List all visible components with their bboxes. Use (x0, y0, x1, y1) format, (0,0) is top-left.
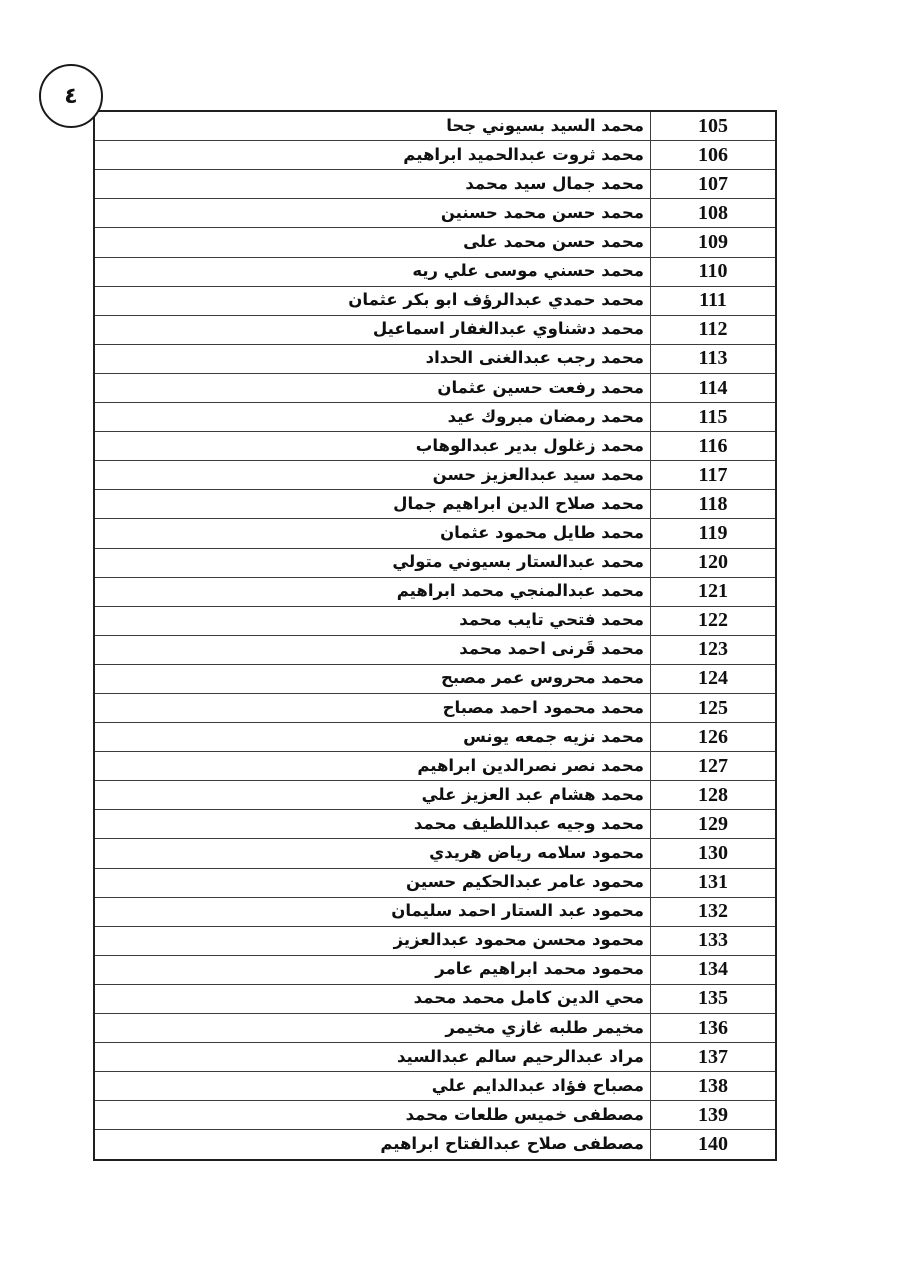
serial-cell: 133 (651, 926, 777, 955)
table-row (94, 635, 776, 664)
table-row (94, 1043, 776, 1072)
name-cell: محمد محمود احمد مصباح (94, 693, 651, 722)
table-row (94, 403, 776, 432)
table-row (94, 693, 776, 722)
table-row (94, 548, 776, 577)
name-cell: محمد رمضان مبروك عيد (94, 403, 651, 432)
table-row (94, 170, 776, 199)
name-cell: محمد حسن محمد حسنين (94, 199, 651, 228)
table-row (94, 868, 776, 897)
table-row (94, 257, 776, 286)
table-row (94, 228, 776, 257)
serial-cell: 115 (651, 403, 777, 432)
table-row (94, 781, 776, 810)
name-cell: محمد صلاح الدين ابراهيم جمال (94, 490, 651, 519)
serial-cell: 140 (651, 1130, 777, 1160)
name-cell: مراد عبدالرحيم سالم عبدالسيد (94, 1043, 651, 1072)
serial-cell: 134 (651, 955, 777, 984)
table-row (94, 199, 776, 228)
serial-cell: 126 (651, 723, 777, 752)
serial-cell: 131 (651, 868, 777, 897)
table-row (94, 955, 776, 984)
name-cell: محمد حسني موسى علي ريه (94, 257, 651, 286)
name-cell: محمد جمال سيد محمد (94, 170, 651, 199)
table-row (94, 1072, 776, 1101)
name-cell: محمد ثروت عبدالحميد ابراهيم (94, 141, 651, 170)
table-row (94, 897, 776, 926)
serial-cell: 106 (651, 141, 777, 170)
page-number-label: ٤ (64, 83, 78, 109)
name-cell: مصطفى خميس طلعات محمد (94, 1101, 651, 1130)
table-row (94, 519, 776, 548)
table-row (94, 461, 776, 490)
name-cell: محمد السيد بسيوني جحا (94, 111, 651, 141)
serial-cell: 136 (651, 1014, 777, 1043)
serial-cell: 130 (651, 839, 777, 868)
name-cell: محمد حمدي عبدالرؤف ابو بكر عثمان (94, 286, 651, 315)
serial-cell: 114 (651, 373, 777, 402)
name-cell: محمد رفعت حسين عثمان (94, 373, 651, 402)
serial-cell: 120 (651, 548, 777, 577)
serial-cell: 122 (651, 606, 777, 635)
serial-cell: 123 (651, 635, 777, 664)
name-cell: محمد زغلول بدير عبدالوهاب (94, 432, 651, 461)
serial-cell: 119 (651, 519, 777, 548)
table-row (94, 723, 776, 752)
serial-cell: 110 (651, 257, 777, 286)
name-cell: محمد عبدالمنجي محمد ابراهيم (94, 577, 651, 606)
name-cell: محي الدين كامل محمد محمد (94, 984, 651, 1013)
table-row (94, 286, 776, 315)
table-row (94, 490, 776, 519)
name-cell: محمود عبد الستار احمد سليمان (94, 897, 651, 926)
serial-cell: 127 (651, 752, 777, 781)
name-cell: محمد دشناوي عبدالغفار اسماعيل (94, 315, 651, 344)
serial-cell: 118 (651, 490, 777, 519)
serial-cell: 121 (651, 577, 777, 606)
roster-body (94, 111, 776, 1160)
name-cell: مصطفى صلاح عبدالفتاح ابراهيم (94, 1130, 651, 1160)
serial-cell: 132 (651, 897, 777, 926)
serial-cell: 125 (651, 693, 777, 722)
serial-cell: 135 (651, 984, 777, 1013)
name-cell: محمد نصر نصرالدين ابراهيم (94, 752, 651, 781)
serial-cell: 109 (651, 228, 777, 257)
serial-cell: 139 (651, 1101, 777, 1130)
name-cell: محمد رجب عبدالغنى الحداد (94, 344, 651, 373)
name-cell: محمد طايل محمود عثمان (94, 519, 651, 548)
serial-cell: 138 (651, 1072, 777, 1101)
name-cell: محمد فتحي تايب محمد (94, 606, 651, 635)
table-row (94, 664, 776, 693)
name-cell: محمد نزيه جمعه يونس (94, 723, 651, 752)
table-row (94, 606, 776, 635)
table-row (94, 926, 776, 955)
name-cell: محمد عبدالستار بسيوني متولي (94, 548, 651, 577)
name-cell: محمود سلامه رياض هريدي (94, 839, 651, 868)
serial-cell: 112 (651, 315, 777, 344)
serial-cell: 107 (651, 170, 777, 199)
name-cell: محمود محمد ابراهيم عامر (94, 955, 651, 984)
serial-cell: 108 (651, 199, 777, 228)
table-row (94, 1130, 776, 1160)
table-row (94, 141, 776, 170)
name-cell: محمد هشام عبد العزيز علي (94, 781, 651, 810)
table-row (94, 752, 776, 781)
table-row (94, 432, 776, 461)
page-number-badge (39, 64, 103, 128)
table-row (94, 1014, 776, 1043)
table-row (94, 984, 776, 1013)
table-row (94, 577, 776, 606)
serial-cell: 113 (651, 344, 777, 373)
name-cell: محمد وجيه عبداللطيف محمد (94, 810, 651, 839)
name-cell: مخيمر طلبه غازي مخيمر (94, 1014, 651, 1043)
name-cell: محمد قَرنى احمد محمد (94, 635, 651, 664)
roster-table (93, 110, 777, 1161)
serial-cell: 129 (651, 810, 777, 839)
name-cell: محمد محروس عمر مصبح (94, 664, 651, 693)
serial-cell: 124 (651, 664, 777, 693)
name-cell: محمود عامر عبدالحكيم حسين (94, 868, 651, 897)
serial-cell: 105 (651, 111, 777, 141)
name-cell: محمد سيد عبدالعزيز حسن (94, 461, 651, 490)
name-cell: محمد حسن محمد على (94, 228, 651, 257)
table-row (94, 810, 776, 839)
table-row (94, 373, 776, 402)
serial-cell: 117 (651, 461, 777, 490)
name-cell: مصباح فؤاد عبدالدايم علي (94, 1072, 651, 1101)
table-row (94, 111, 776, 141)
serial-cell: 137 (651, 1043, 777, 1072)
table-row (94, 315, 776, 344)
name-cell: محمود محسن محمود عبدالعزيز (94, 926, 651, 955)
table-row (94, 344, 776, 373)
serial-cell: 128 (651, 781, 777, 810)
table-row (94, 1101, 776, 1130)
serial-cell: 116 (651, 432, 777, 461)
serial-cell: 111 (651, 286, 777, 315)
table-row (94, 839, 776, 868)
